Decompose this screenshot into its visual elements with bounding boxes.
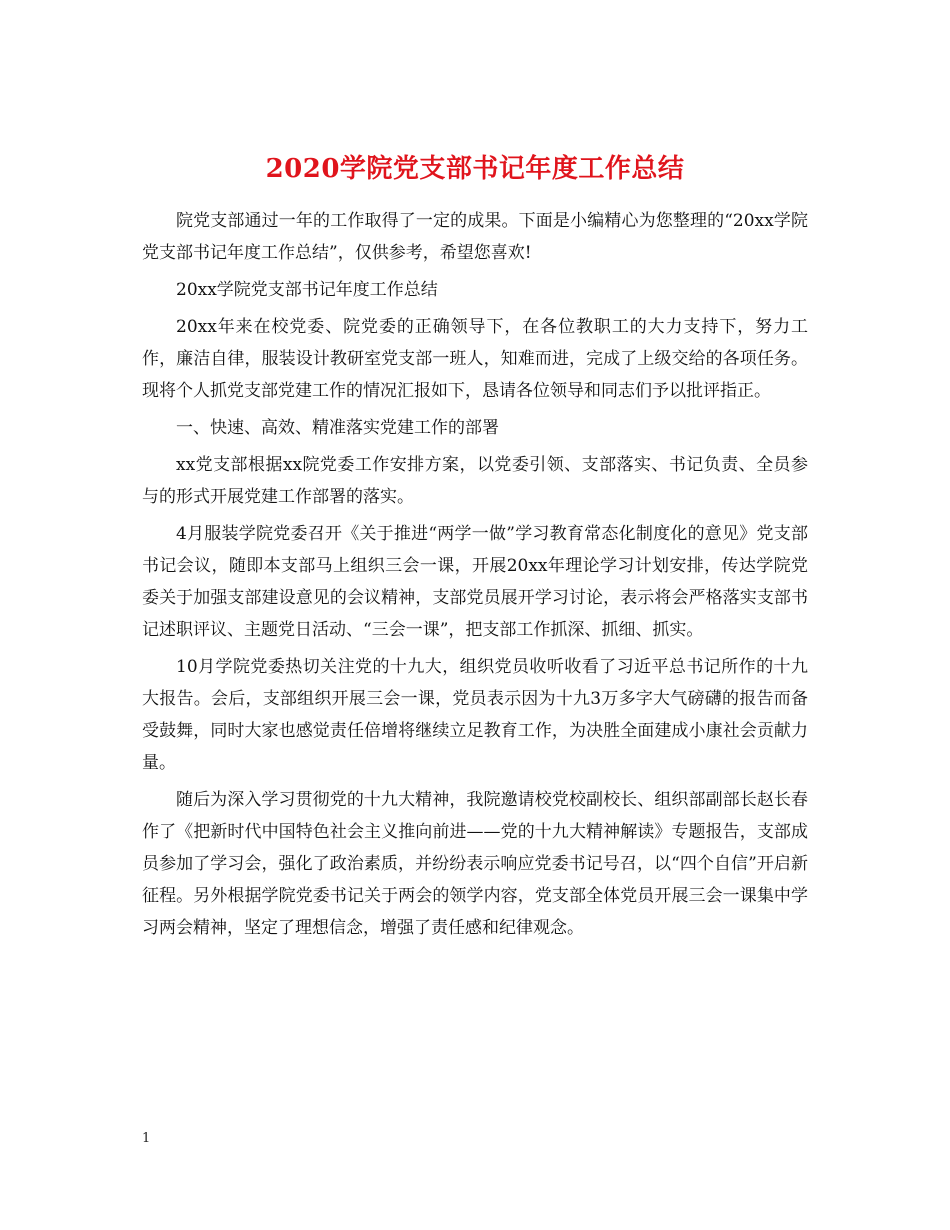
paragraph-october-congress: 10月学院党委热切关注党的十九大，组织党员收听收看了习近平总书记所作的十九大报告。会后，支部组织开展三会一课，党员表示因为十九3万多字大气磅礴的报告而备受鼓舞，同时大家也感觉责任倍增将继续立足教育工作，为决胜全面建成小康社会贡献力量。 — [142, 657, 808, 773]
section-heading-1: 一、快速、高效、精准落实党建工作的部署 — [176, 418, 499, 438]
paragraph-overview: 20xx年来在校党委、院党委的正确领导下，在各位教职工的大力支持下，努力工作，廉洁自律，服装设计教研室党支部一班人，知难而进，完成了上级交给的各项任务。现将个人抓党支部党建工作的情况汇报如下，恳请各位领导和同志们予以批评指正。 — [142, 317, 808, 401]
paragraph-april-meeting: 4月服装学院党委召开《关于推进“两学一做”学习教育常态化制度化的意见》党支部书记会议，随即本支部马上组织三会一课，开展20xx年理论学习计划安排，传达学院党委关于加强支部建设意见的会议精神，支部党员展开学习讨论，表示将会严格落实支部书记述职评议、主题党日活动、“三会一课”，把支部工作抓深、抓细、抓实。 — [142, 524, 808, 640]
document-body — [142, 205, 808, 949]
page-number: 1 — [142, 1131, 151, 1146]
paragraph-deployment: xx党支部根据xx院党委工作安排方案，以党委引领、支部落实、书记负责、全员参与的形式开展党建工作部署的落实。 — [142, 455, 808, 507]
paragraph-study-report: 随后为深入学习贯彻党的十九大精神，我院邀请校党校副校长、组织部副部长赵长春作了《把新时代中国特色社会主义推向前进——党的十九大精神解读》专题报告，支部成员参加了学习会，强化了政治素质，并纷纷表示响应党委书记号召，以“四个自信”开启新征程。另外根据学院党委书记关于两会的领学内容，党支部全体党员开展三会一课集中学习两会精神，坚定了理想信念，增强了责任感和纪律观念。 — [142, 790, 808, 938]
paragraph-subtitle: 20xx学院党支部书记年度工作总结 — [176, 280, 438, 300]
document-title: 2020学院党支部书记年度工作总结 — [265, 154, 685, 185]
paragraph-intro: 院党支部通过一年的工作取得了一定的成果。下面是小编精心为您整理的“20xx学院党支部书记年度工作总结”，仅供参考，希望您喜欢! — [142, 211, 808, 263]
